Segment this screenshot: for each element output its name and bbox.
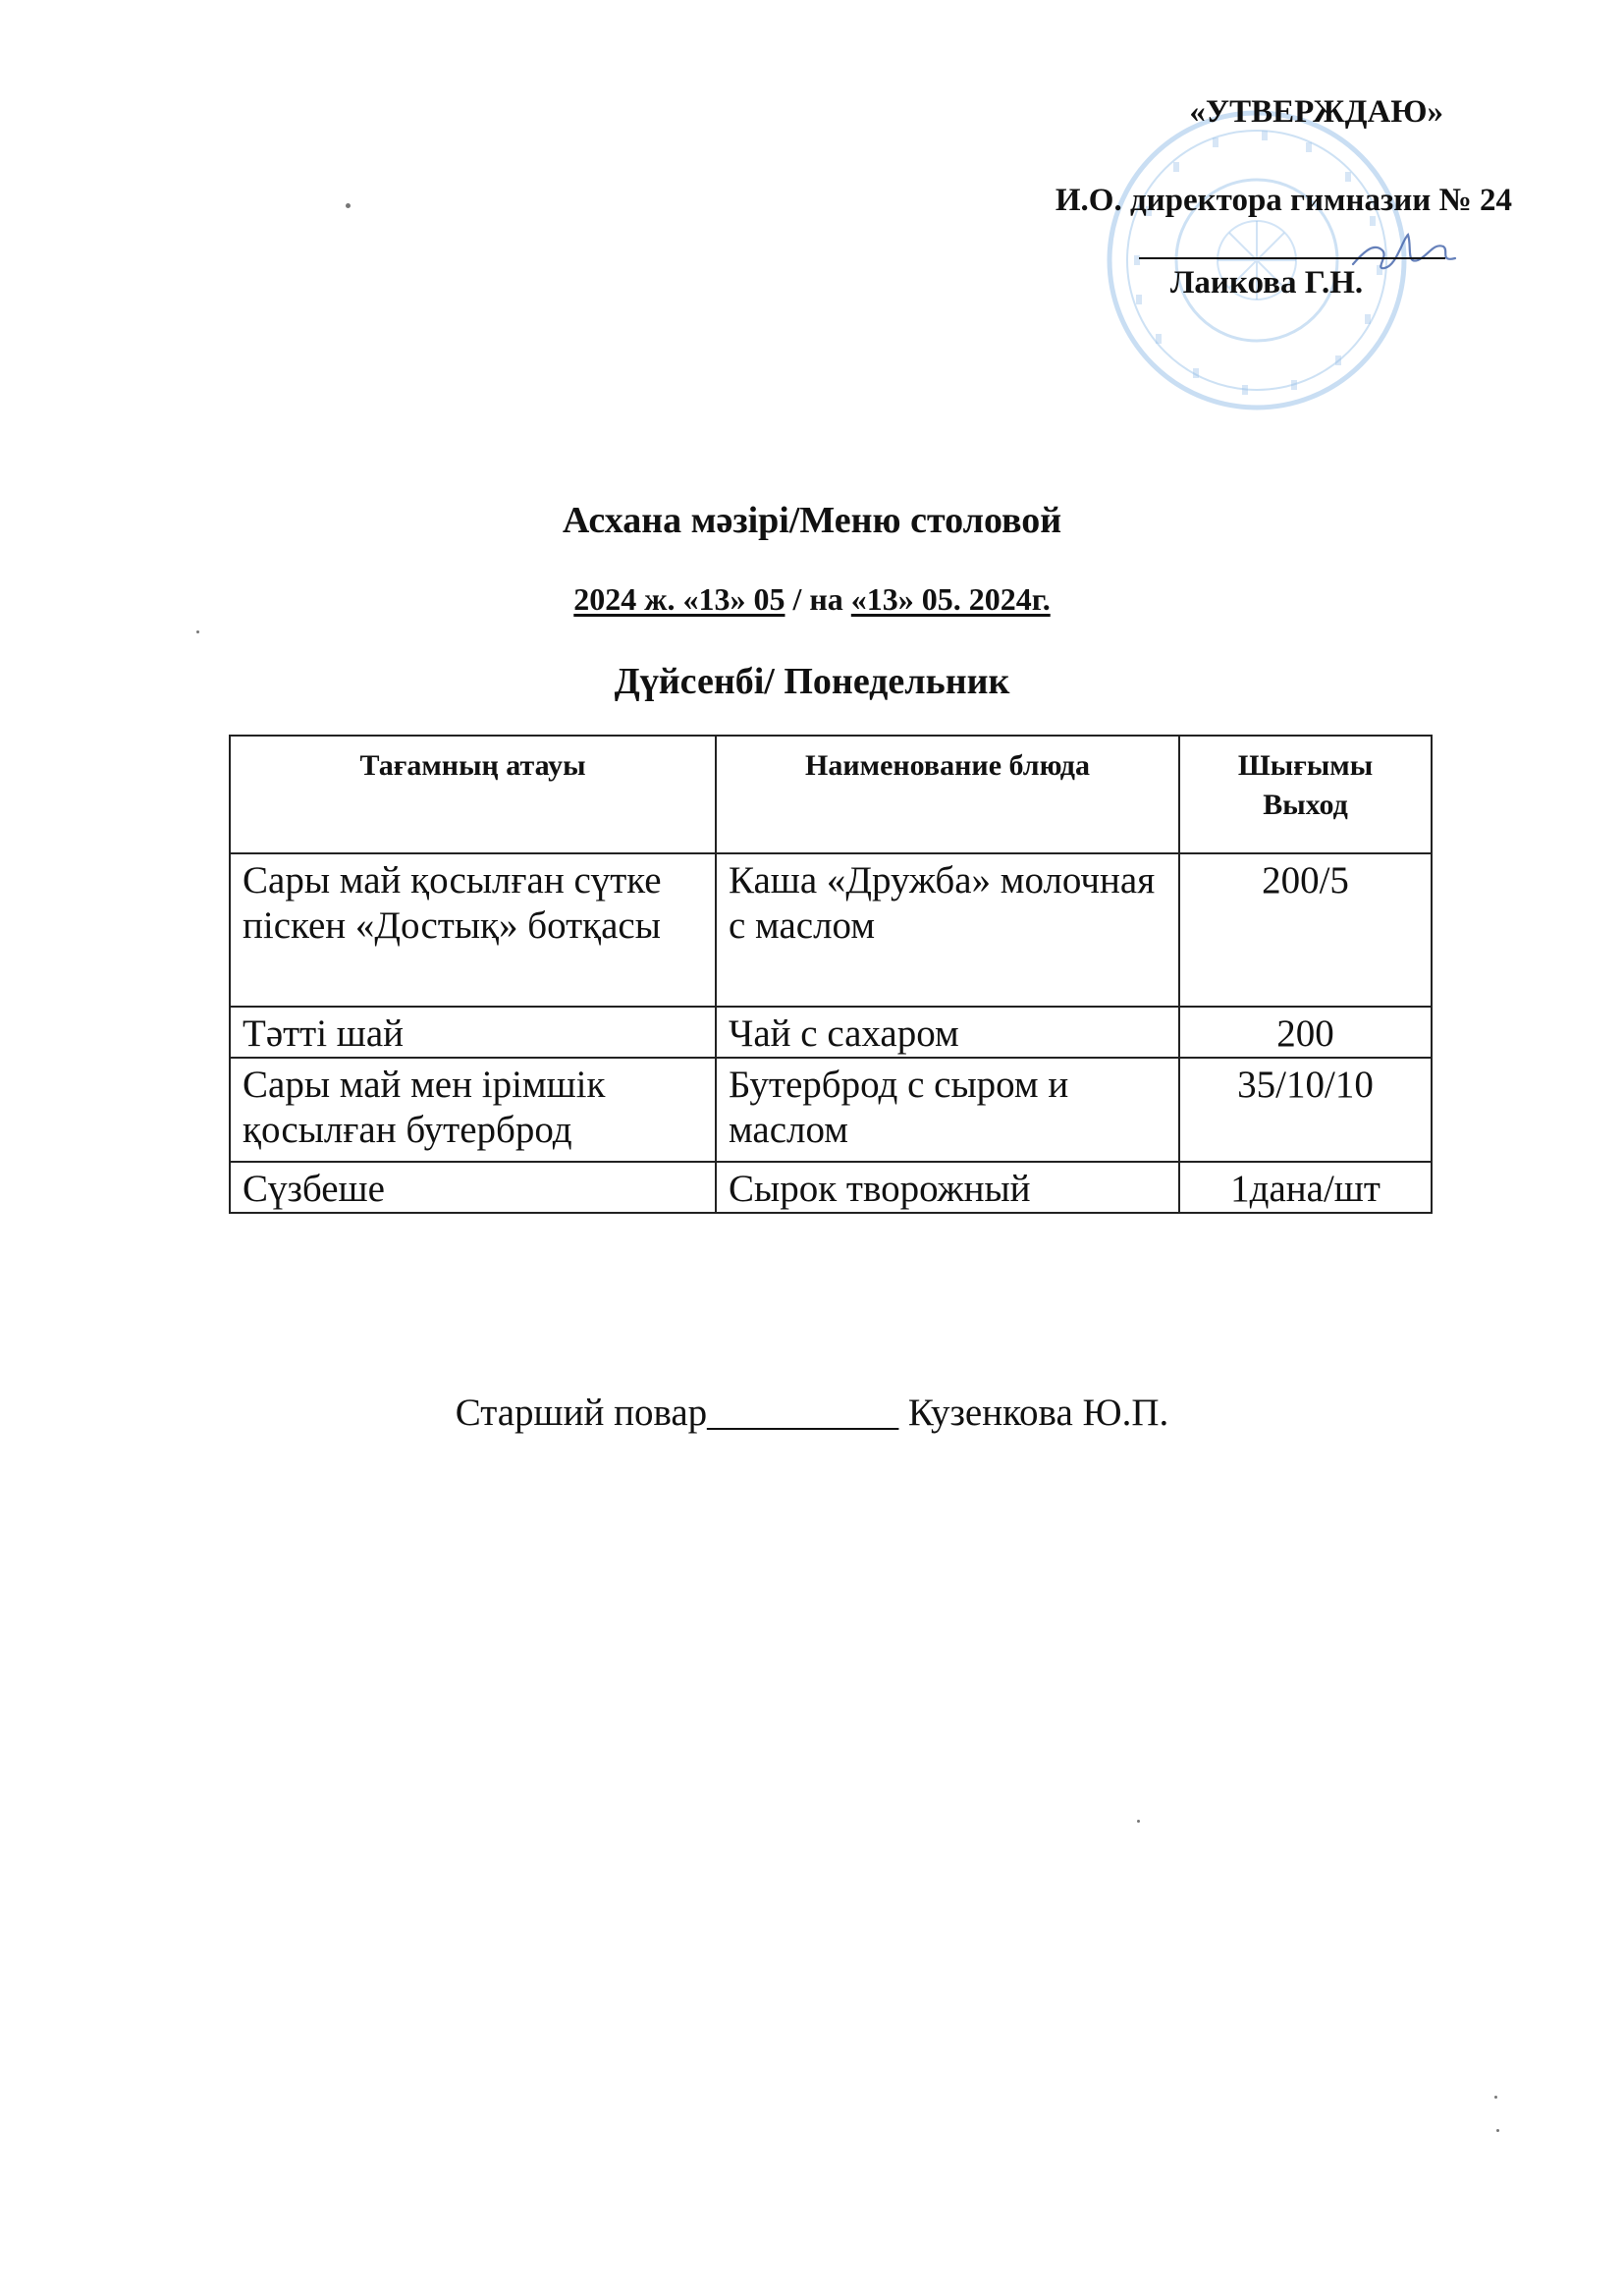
weekday-heading: Дүйсенбі/ Понедельник	[614, 661, 1010, 702]
chef-signature-blank: __________	[707, 1392, 899, 1434]
approval-role: И.О. директора гимназии № 24	[1055, 183, 1512, 218]
dish-output: 200/5	[1179, 853, 1432, 1007]
dish-output: 35/10/10	[1179, 1058, 1432, 1162]
table-row	[230, 1162, 1432, 1213]
signature-line	[1139, 257, 1445, 259]
dish-name-kz: Сары май мен ірімшік қосылған бутерброд	[230, 1058, 716, 1162]
scan-speck	[1494, 2096, 1497, 2099]
approval-title: «УТВЕРЖДАЮ»	[1189, 94, 1443, 130]
approval-name: Лаикова Г.Н.	[1169, 265, 1364, 301]
table-row	[230, 1007, 1432, 1058]
dish-name-ru: Чай с сахаром	[716, 1007, 1179, 1058]
chef-role: Старший повар	[455, 1392, 708, 1434]
dish-output: 200	[1179, 1007, 1432, 1058]
column-header-kz: Тағамның атауы	[230, 736, 716, 853]
dish-output: 1дана/шт	[1179, 1162, 1432, 1213]
dish-name-ru: Сырок творожный	[716, 1162, 1179, 1213]
scan-speck	[1137, 1820, 1140, 1823]
column-header-output-kz: Шығымы	[1237, 749, 1374, 782]
chef-name: Кузенкова Ю.П.	[898, 1392, 1169, 1434]
scan-speck	[196, 630, 199, 633]
menu-date-separator: / на	[785, 581, 851, 617]
official-stamp-seal	[1095, 98, 1419, 422]
scan-speck	[346, 203, 351, 208]
menu-table	[229, 735, 1433, 1214]
dish-name-ru: Каша «Дружба» молочная с маслом	[716, 853, 1179, 1007]
menu-date	[0, 581, 1624, 618]
column-header-ru: Наименование блюда	[716, 736, 1179, 853]
column-header-output-ru: Выход	[1263, 789, 1348, 821]
dish-name-ru: Бутерброд с сыром и маслом	[716, 1058, 1179, 1162]
table-header-row	[230, 736, 1432, 853]
column-header-output	[1179, 736, 1432, 853]
document-title: Асхана мәзірі/Меню столовой	[562, 500, 1062, 541]
table-row	[230, 853, 1432, 1007]
dish-name-kz: Тәтті шай	[230, 1007, 716, 1058]
dish-name-kz: Сүзбеше	[230, 1162, 716, 1213]
menu-date-kz: 2024 ж. «13» 05	[573, 581, 785, 617]
scan-speck	[1496, 2129, 1499, 2132]
chef-signature-line	[0, 1391, 1624, 1435]
dish-name-kz: Сары май қосылған сүтке піскен «Достық» ботқасы	[230, 853, 716, 1007]
menu-date-ru: «13» 05. 2024г.	[850, 581, 1051, 617]
table-row	[230, 1058, 1432, 1162]
